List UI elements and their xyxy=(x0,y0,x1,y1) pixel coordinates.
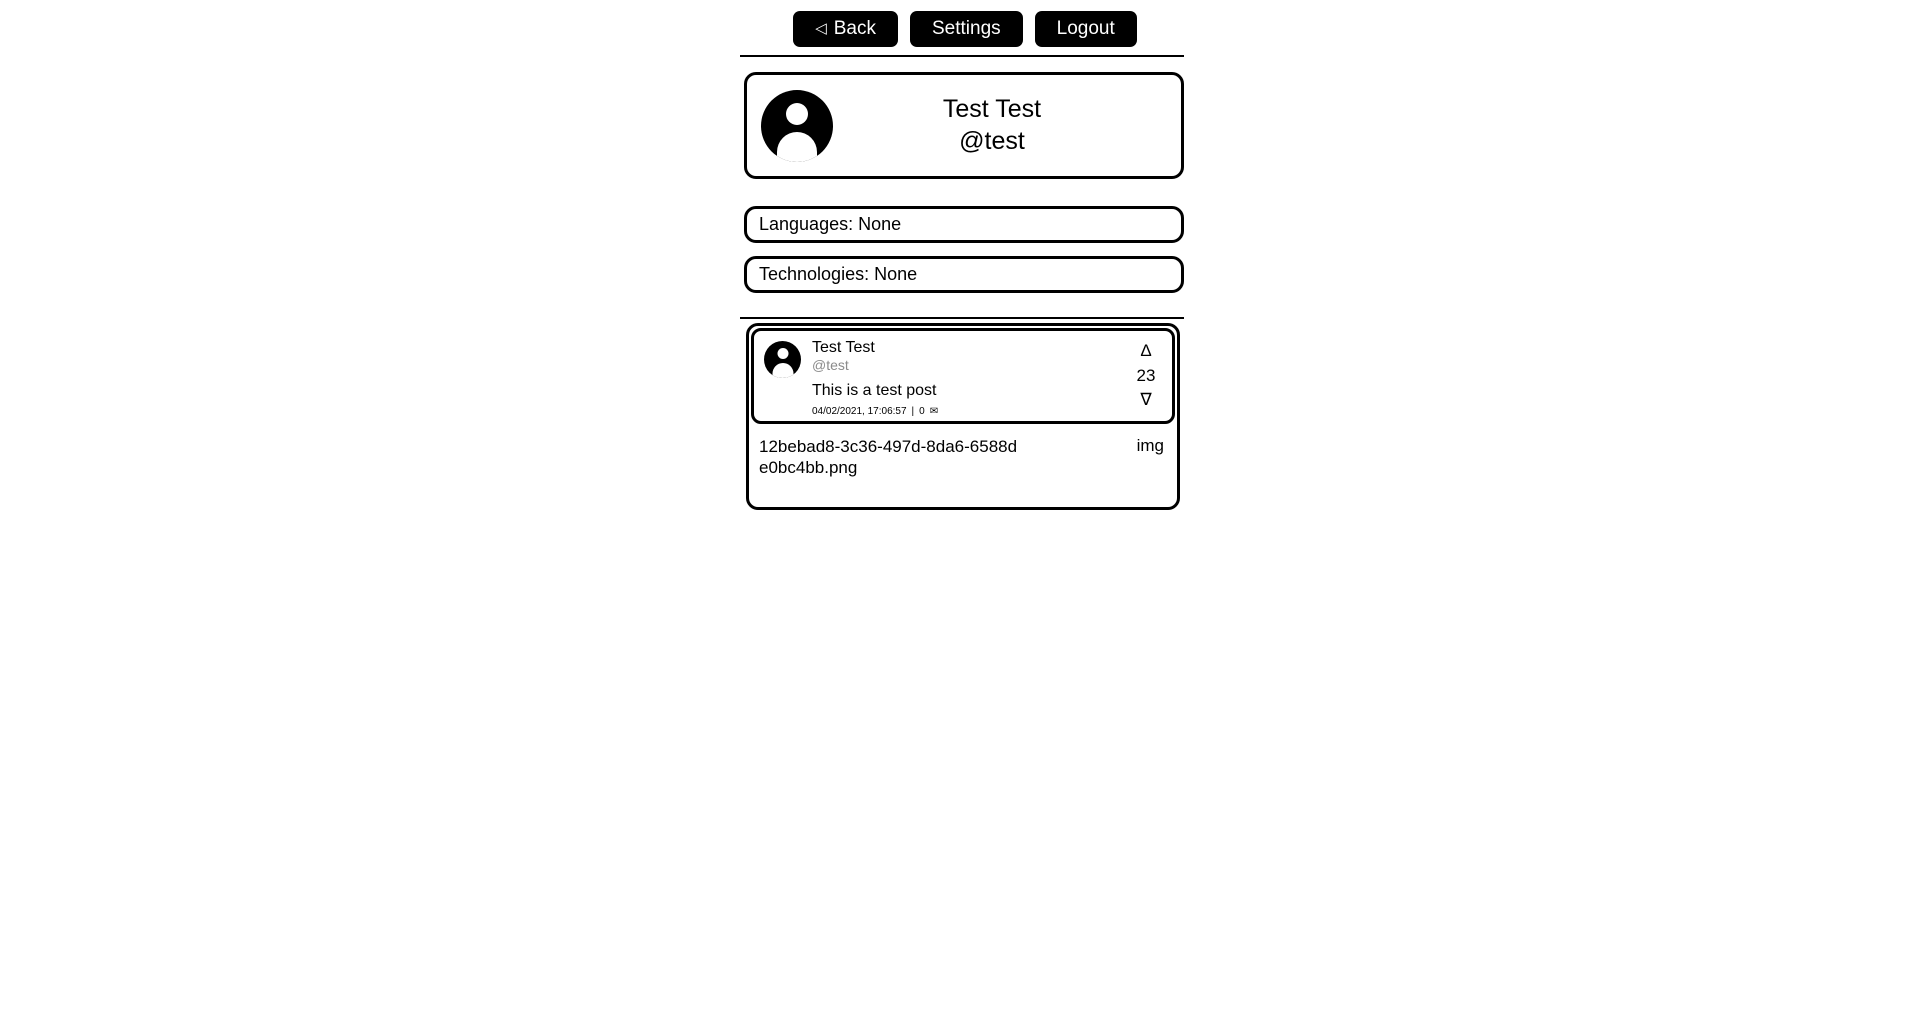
upvote-icon[interactable]: Δ xyxy=(1140,341,1152,360)
profile-display-name: Test Test xyxy=(942,95,1042,124)
post-card[interactable] xyxy=(746,323,1180,510)
divider-top xyxy=(740,55,1184,57)
vote-column xyxy=(1130,339,1162,413)
post-body xyxy=(812,339,1162,421)
back-arrow-icon: ◁ xyxy=(815,19,827,37)
back-button-label: Back xyxy=(833,18,876,39)
divider-middle xyxy=(740,317,1184,319)
profile-name-block xyxy=(833,94,1181,157)
post-author-handle: @test xyxy=(812,357,849,374)
attachment-filename: 12bebad8-3c36-497d-8da6-6588de0bc4bb.png xyxy=(759,437,1018,478)
post-content[interactable] xyxy=(751,328,1175,424)
technologies-label: Technologies: None xyxy=(759,264,918,284)
settings-button[interactable] xyxy=(910,11,1023,47)
technologies-row xyxy=(744,256,1184,293)
back-button[interactable] xyxy=(793,11,898,47)
vote-count: 23 xyxy=(1136,365,1156,385)
top-navigation xyxy=(740,11,1190,47)
post-author-name: Test Test xyxy=(812,339,875,356)
post-attachment[interactable] xyxy=(749,426,1177,479)
logout-button-label: Logout xyxy=(1056,18,1115,39)
avatar xyxy=(761,90,833,162)
profile-card xyxy=(744,72,1184,179)
attachment-type-label: img xyxy=(1136,436,1164,455)
profile-handle: @test xyxy=(959,126,1025,155)
post-text: This is a test post xyxy=(812,382,937,400)
settings-button-label: Settings xyxy=(932,18,1001,39)
languages-row xyxy=(744,206,1184,243)
post-author-avatar xyxy=(764,341,801,378)
logout-button[interactable] xyxy=(1035,11,1137,47)
downvote-icon[interactable]: ∇ xyxy=(1140,390,1152,410)
post-meta xyxy=(812,406,1162,417)
languages-label: Languages: None xyxy=(759,214,902,234)
post-meta-separator: | xyxy=(911,406,915,418)
comment-icon: ✉ xyxy=(929,406,939,418)
post-comment-count: 0 xyxy=(919,406,925,418)
post-timestamp: 04/02/2021, 17:06:57 xyxy=(812,406,907,418)
